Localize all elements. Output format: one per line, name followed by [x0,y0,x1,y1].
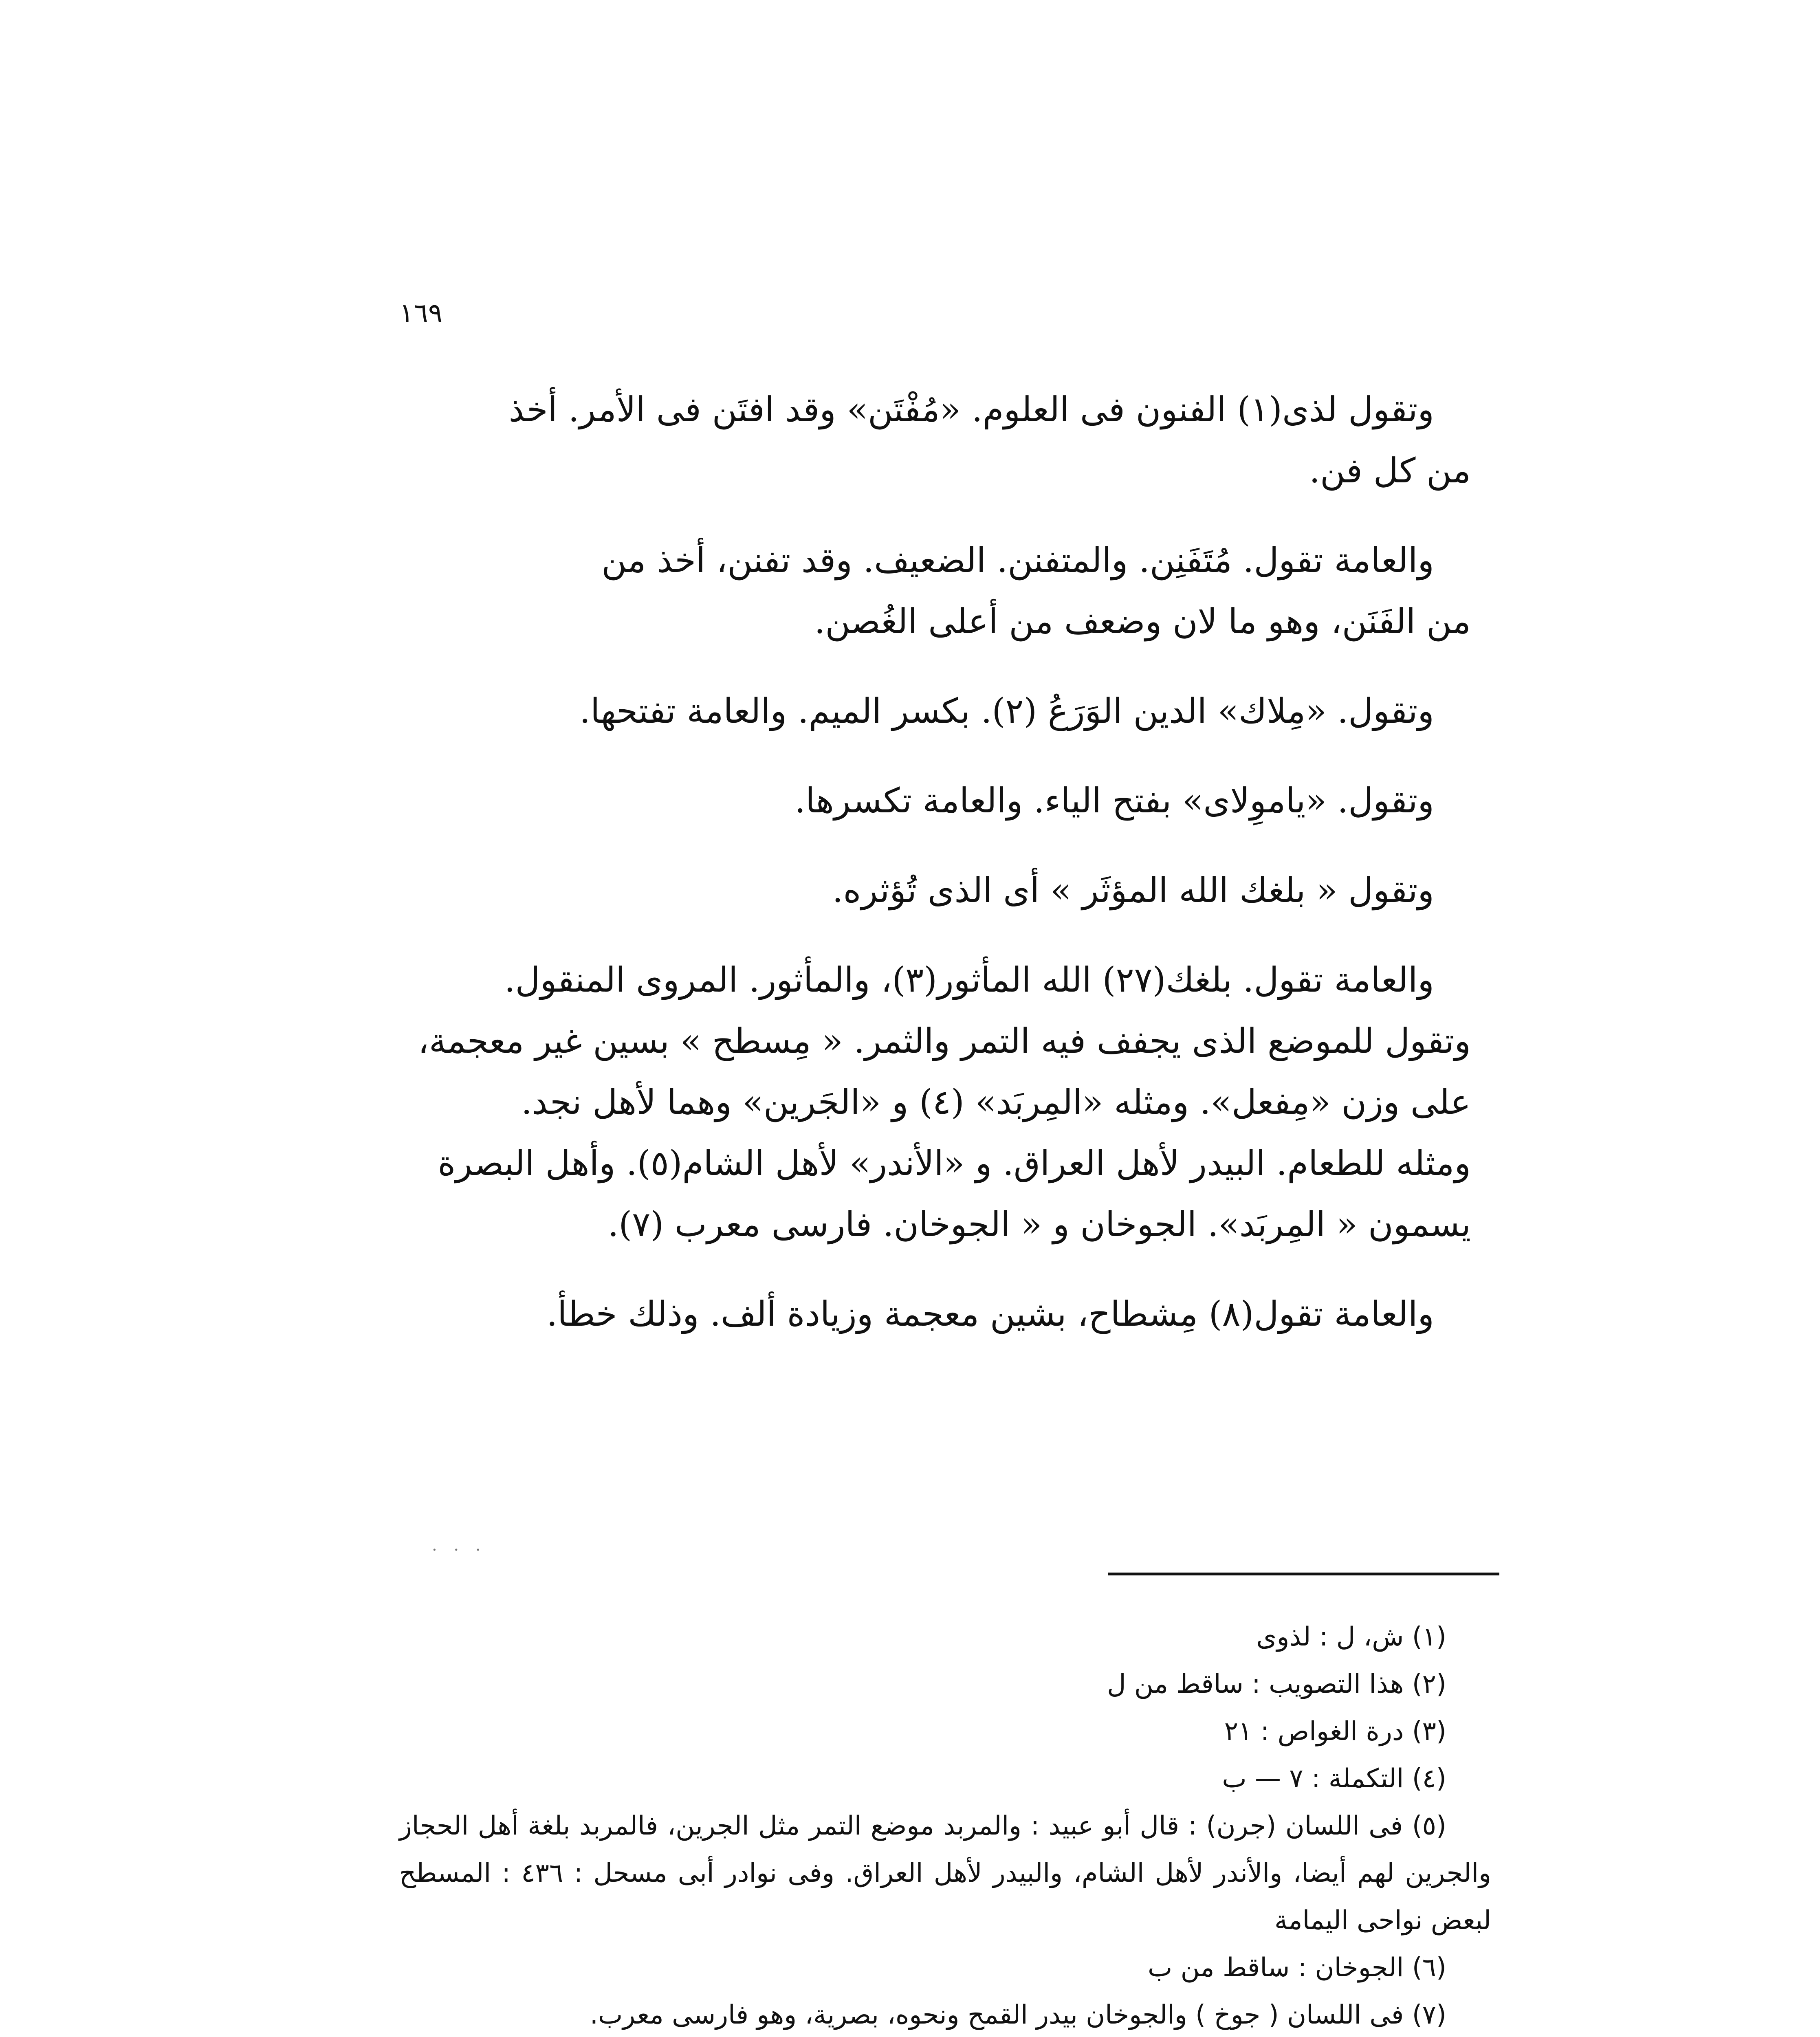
paragraph-5 [399,860,1471,921]
text-line: وتقول. «ياموِلاى» بفتح الياء. والعامة تكسرها. [794,781,1434,821]
page-number: ١٦٩ [399,297,443,329]
main-text [399,379,1471,1373]
text-line: وتقول. «مِلاك» الدين الوَرَعُ (٢). بكسر الميم. والعامة تفتحها. [579,691,1434,731]
text-line: وتقول لذى(١) الفنون فى العلوم. «مُفْتَن» وقد افتَن فى الأمر. أخذ [508,389,1434,429]
text-line: والعامة تقول. مُتَفَنِن. والمتفنن. الضعيف. وقد تفنن، أخذ من [601,540,1434,580]
footnote-6: (٦) الجوخان : ساقط من ب [1147,1953,1446,1983]
footnote-5: (٥) فى اللسان (جرن) : قال أبو عبيد : والمربد موضع التمر مثل الجرين، فالمربد بلغة أهل الحجاز والجرين لهم أيضا، والأندر لأهل الشام، والبيدر لأهل العراق. وفى نوادر أبى مسحل : ٤٣٦ : المسطح لبعض نواحى اليمامة [399,1811,1492,1936]
text-line: والعامة تقول(٨) مِشطاح، بشين معجمة وزيادة ألف. وذلك خطأ. [546,1294,1434,1334]
footnote-divider [1108,1573,1499,1575]
footnote-1: (١) ش، ل : لذوى [1256,1622,1446,1652]
paragraph-4 [399,770,1471,831]
text-line: والعامة تقول. بلغك(٢٧) الله المأثور(٣)، والمأثور. المروى المنقول. [504,960,1434,1000]
paragraph-7 [399,1283,1471,1344]
text-line: يسمون « المِربَد». الجوخان و « الجوخان. فارسى معرب (٧). [607,1204,1471,1244]
text-line: وتقول « بلغك الله المؤثَر » أى الذى تُؤثره. [832,870,1434,910]
paragraph-1 [399,379,1471,501]
text-line: ومثله للطعام. البيدر لأهل العراق. و «الأندر» لأهل الشام(٥). وأهل البصرة [438,1143,1471,1183]
paragraph-2 [399,530,1471,652]
text-line: على وزن «مِفعل». ومثله «المِربَد» (٤) و «الجَرين» وهما لأهل نجد. [521,1082,1471,1122]
footnote-2: (٢) هذا التصويب : ساقط من ل [1107,1669,1446,1699]
paragraph-3 [399,680,1471,741]
footnote-7: (٧) فى اللسان ( جوخ ) والجوخان بيدر القمح ونحوه، بصرية، وهو فارسى معرب. [590,2000,1446,2030]
text-line: من الفَنَن، وهو ما لان وضعف من أعلى الغُصن. [814,601,1471,641]
paragraph-6 [399,949,1471,1255]
footnote-4: (٤) التكملة : ٧ — ب [1222,1764,1446,1794]
text-line: وتقول للموضع الذى يجفف فيه التمر والثمر. « مِسطح » بسين غير معجمة، [418,1021,1471,1061]
footnote-3: (٣) درة الغواص : ٢١ [1224,1716,1446,1747]
text-line: من كل فن. [1309,451,1471,491]
stray-mark: . . . [432,1536,486,1555]
footnotes [399,1613,1491,2037]
